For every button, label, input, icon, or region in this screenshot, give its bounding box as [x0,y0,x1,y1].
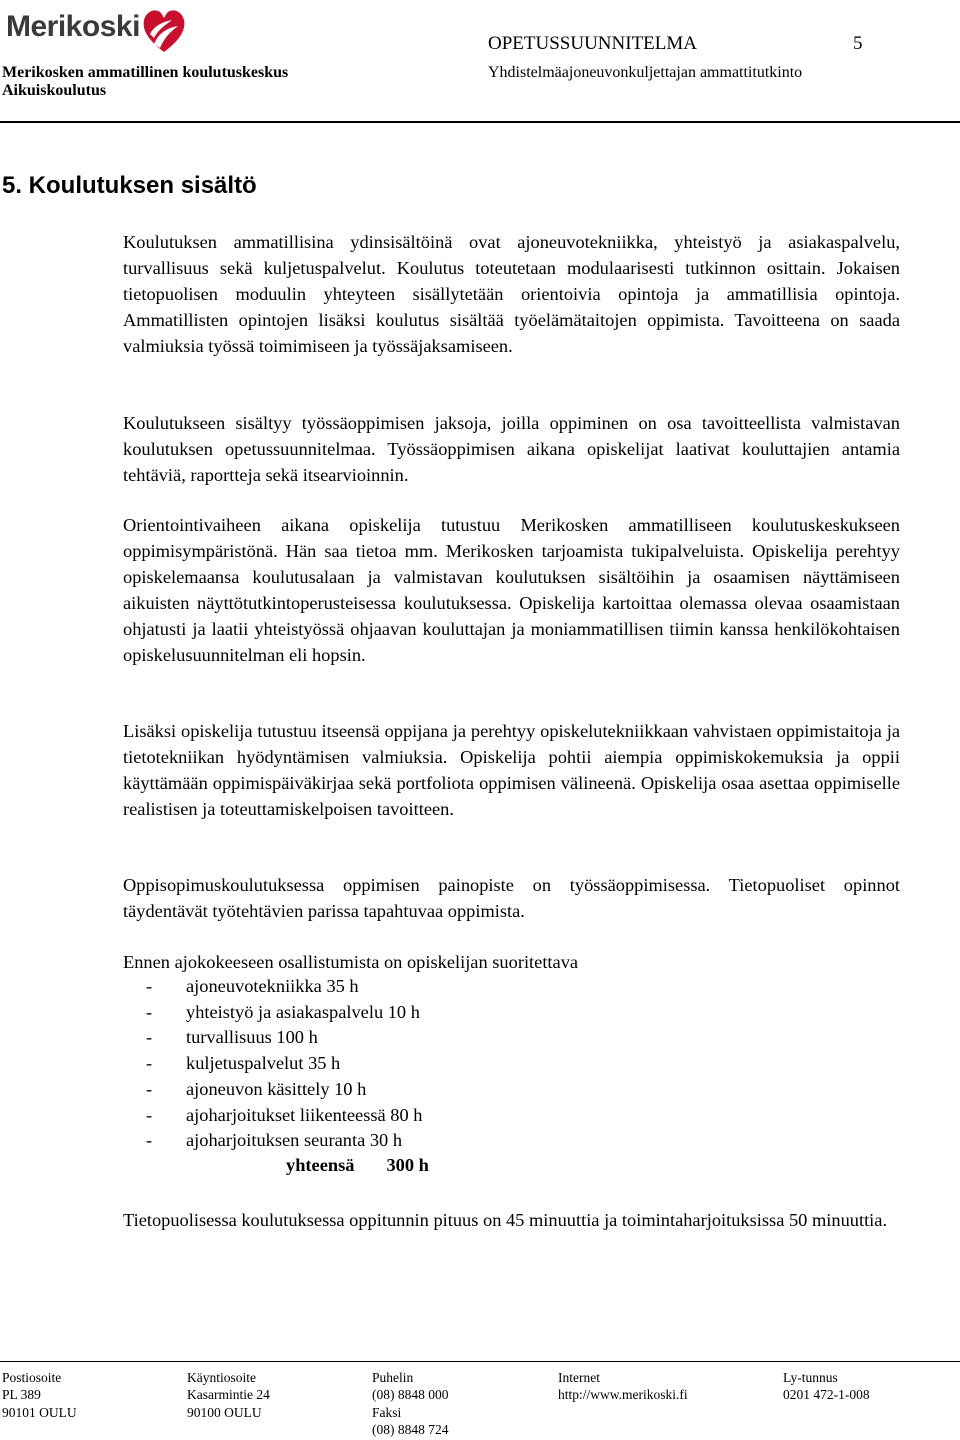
footer-phone: Puhelin (08) 8848 000 Faksi (08) 8848 724 [372,1370,449,1438]
list-item: - ajoneuvon käsittely 10 h [146,1078,367,1099]
paragraph-2: Koulutukseen sisältyy työssäoppimisen jaksoja, joilla oppiminen on osa tavoitteellista valmistavan koulutuksen opetussuunnitelmaa. Työssäoppimisen aikana opiskelijat laativat kouluttajien antamia tehtäviä, raportteja sekä itsearvioinnin. [123,413,900,485]
website-link[interactable]: http://www.merikoski.fi [558,1387,688,1403]
list-item: - ajoharjoitukset liikenteessä 80 h [146,1104,423,1125]
list-item: - ajoneuvotekniikka 35 h [146,976,359,996]
paragraph-lesson-length: Tietopuolisessa koulutuksessa oppitunnin pituus on 45 minuuttia ja toimintaharjoituksissa 50 minuuttia. [123,1210,888,1230]
organization-name: Merikosken ammatillinen koulutuskeskus [2,64,289,81]
heart-logo-icon [140,4,188,56]
footer-postal-address: Postiosoite PL 389 90101 OULU [2,1370,77,1420]
paragraph-1: Koulutuksen ammatillisina ydinsisältöinä ovat ajoneuvotekniikka, yhteistyö ja asiakaspalvelu, turvallisuus sekä kuljetuspalvelut. Koulutus toteutetaan modulaarisesti tutkinnon osittain. Jokaisen tietopuolisen moduulin yhteyteen sisällytetään orientoivia opintoja ja ammatillisia opintoja. Ammatillisten opintojen lisäksi koulutus sisältää työelämätaitojen oppimista. Tavoitteena on saada valmiuksia työssä toimimiseen ja työssäjaksamiseen. [123,232,900,356]
hours-total [286,1155,429,1176]
list-item: - yhteistyö ja asiakaspalvelu 10 h [146,1001,420,1022]
total-value: 300 h [386,1155,429,1175]
paragraph-3: Orientointivaiheen aikana opiskelija tutustuu Merikosken ammatilliseen koulutuskeskukseen oppimisympäristönä. Hän saa tietoa mm. Merikosken tarjoamista tukipalveluista. Opiskelija perehtyy opiskelemaansa koulutusalaan ja valmistavan koulutuksen sisältöihin ja osaamisen näyttämiseen aikuisten näyttötutkintoperusteisessa koulutuksessa. Opiskelija kartoittaa olemassa olevaa osaamistaan ohjatusti ja laatii yhteistyössä ohjaavan kouluttajan ja moniammatillisen tiimin kanssa henkilökohtaisen opiskelusuunnitelman eli hopsin. [123,515,900,665]
logo-wordmark: Merikoski [6,10,140,43]
list-item: - turvallisuus 100 h [146,1027,318,1048]
unit-name: Aikuiskoulutus [2,82,107,99]
document-title: OPETUSSUUNNITELMA [488,33,697,54]
total-label: yhteensä [286,1155,355,1175]
footer-internet: Internet http://www.merikoski.fi [558,1370,688,1403]
paragraph-5: Oppisopimuskoulutuksessa oppimisen painopiste on työssäoppimisessa. Tietopuoliset opinnot täydentävät työtehtävien parissa tapahtuvaa oppimista. [123,875,900,921]
list-item: - ajoharjoituksen seuranta 30 h [146,1130,403,1151]
page-number: 5 [853,33,863,54]
footer-divider [0,1361,960,1362]
footer-business-id: Ly-tunnus 0201 472-1-008 [783,1370,870,1403]
merikoski-logo [6,4,186,56]
list-intro: Ennen ajokokeeseen osallistumista on opiskelijan suoritettava [123,952,579,972]
document-subtitle: Yhdistelmäajoneuvonkuljettajan ammattitutkinto [488,64,803,81]
header-divider [0,121,960,123]
section-heading: 5. Koulutuksen sisältö [2,172,257,199]
footer-visiting-address: Käyntiosoite Kasarmintie 24 90100 OULU [187,1370,270,1420]
list-item: - kuljetuspalvelut 35 h [146,1053,341,1074]
paragraph-4: Lisäksi opiskelija tutustuu itseensä oppijana ja perehtyy opiskelutekniikkaan vahvistaen oppimistaitoja ja tietotekniikan hyödyntämisen valmiuksia. Opiskelija pohtii aiempia oppimiskokemuksia ja oppii käyttämään oppimispäiväkirjaa sekä portfoliota oppimisen välineenä. Opiskelija osaa asettaa oppimiselle realistisen ja toteuttamiskelpoisen tavoitteen. [123,721,900,819]
hours-list [146,974,422,1154]
